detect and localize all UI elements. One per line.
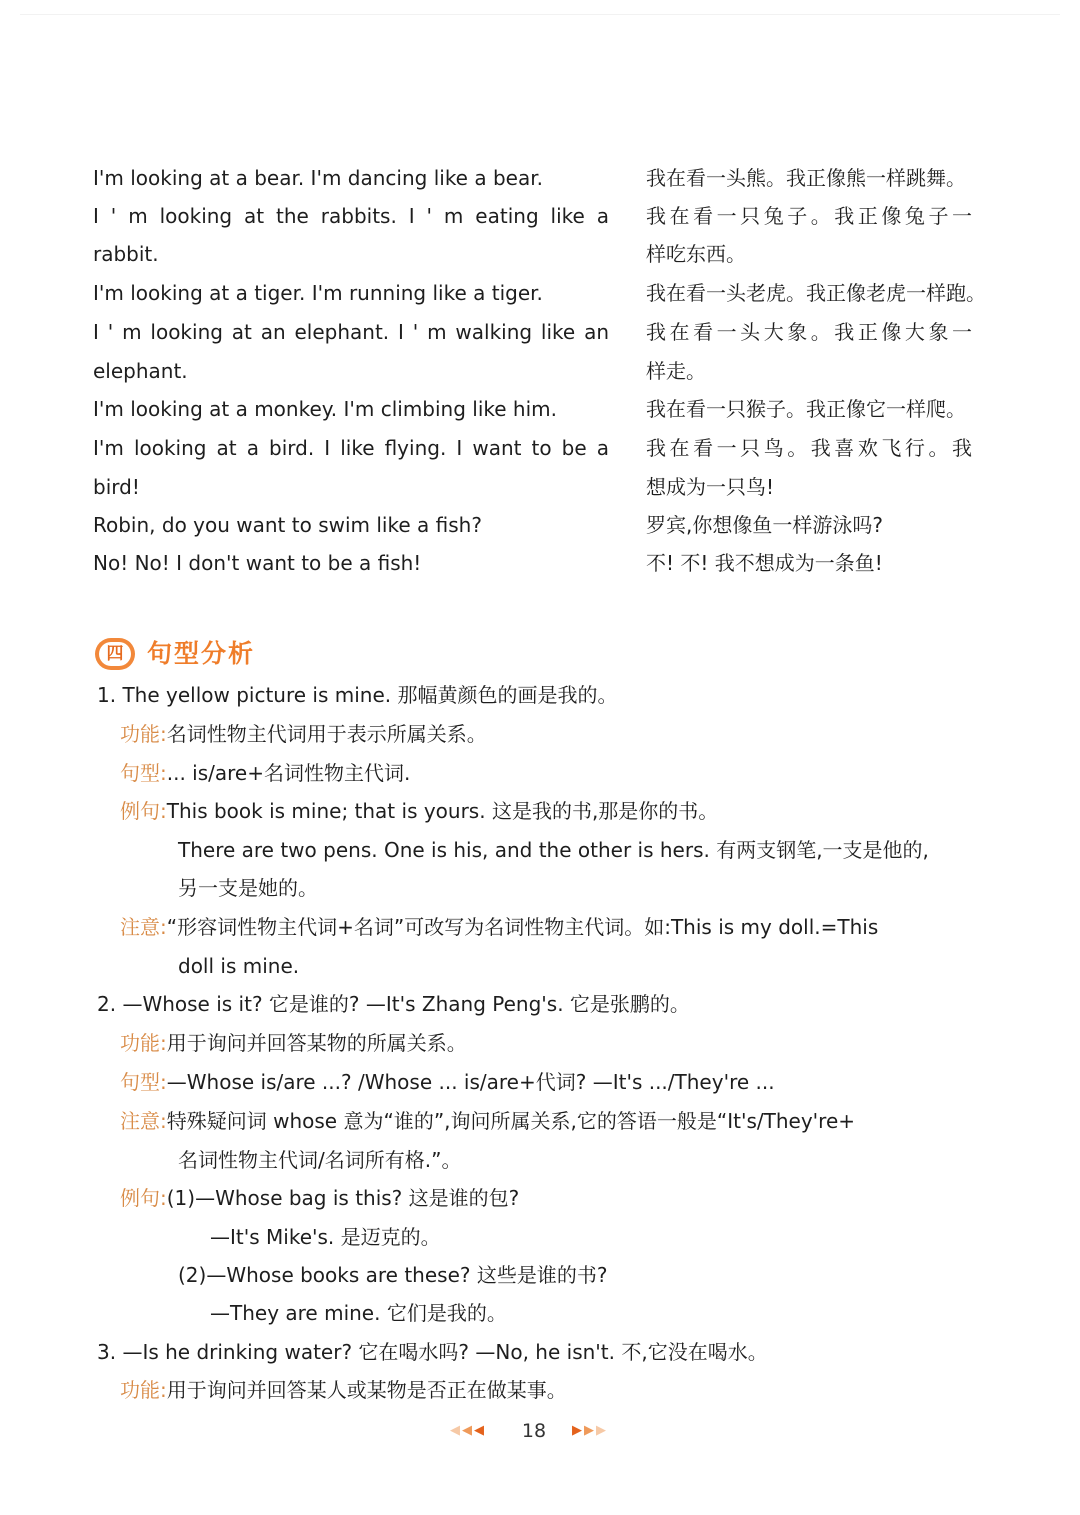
item-2-note-cont: 名词性物主代词/名词所有格.”。 <box>178 1148 462 1172</box>
passage-row <box>0 390 1080 428</box>
item-2-pattern <box>120 1063 775 1101</box>
example-label: 例句: <box>120 1186 167 1210</box>
note-label: 注意: <box>120 915 167 939</box>
passage-zh: 样走。 <box>646 359 706 383</box>
passage-en: elephant. <box>93 359 188 383</box>
item-1-example <box>120 792 718 830</box>
passage-row <box>0 468 1080 506</box>
example-label: 例句: <box>120 799 167 823</box>
item-2-example-1-answer: —It's Mike's. 是迈克的。 <box>210 1225 441 1249</box>
section-badge-number: 四 <box>99 642 131 666</box>
passage-row <box>0 159 1080 197</box>
passage-en: I ' m looking at an elephant. I ' m walking like an <box>93 320 609 344</box>
passage-zh: 罗宾,你想像鱼一样游泳吗? <box>646 513 883 537</box>
passage-zh: 我在看一头老虎。我正像老虎一样跑。 <box>646 281 986 305</box>
passage-en: I'm looking at a tiger. I'm running like a tiger. <box>93 281 543 305</box>
example-text: (1)—Whose bag is this? 这是谁的包? <box>166 1186 520 1210</box>
passage-row <box>0 235 1080 273</box>
note-label: 注意: <box>120 1109 167 1133</box>
item-1-example-2: There are two pens. One is his, and the other is hers. 有两支钢笔,一支是他的, <box>178 838 929 862</box>
passage-zh: 我在看一头熊。我正像熊一样跳舞。 <box>646 166 966 190</box>
passage-zh: 想成为一只鸟! <box>646 475 775 499</box>
item-1-note <box>120 908 878 946</box>
passage-en: No! No! I don't want to be a fish! <box>93 551 422 575</box>
pattern-text: ... is/are+名词性物主代词. <box>166 761 411 785</box>
note-text: “形容词性物主代词+名词”可改写为名词性物主代词。如:This is my doll.=This <box>166 915 879 939</box>
passage-row <box>0 544 1080 582</box>
page-footer <box>0 1414 1080 1448</box>
passage-zh: 样吃东西。 <box>646 242 746 266</box>
passage-en: bird! <box>93 475 140 499</box>
page-number: 18 <box>521 1420 547 1442</box>
passage-en: I'm looking at a monkey. I'm climbing like him. <box>93 397 557 421</box>
function-label: 功能: <box>120 1378 167 1402</box>
passage-zh: 我在看一头大象。我正像大象一 <box>646 320 972 344</box>
passage-row <box>0 313 1080 351</box>
item-1-pattern <box>120 754 410 792</box>
item-1-title: 1. The yellow picture is mine. 那幅黄颜色的画是我的。 <box>97 683 618 707</box>
item-1-function <box>120 715 487 753</box>
passage-en: Robin, do you want to swim like a fish? <box>93 513 482 537</box>
passage-zh: 我在看一只兔子。我正像兔子一 <box>646 204 972 228</box>
item-3-function <box>120 1371 567 1409</box>
function-text: 用于询问并回答某人或某物是否正在做某事。 <box>166 1378 567 1402</box>
item-2-example-2-answer: —They are mine. 它们是我的。 <box>210 1301 507 1325</box>
function-label: 功能: <box>120 722 167 746</box>
pattern-text: —Whose is/are ...? /Whose ... is/are+代词? —It's .../They're ... <box>166 1070 775 1094</box>
item-2-example-2: (2)—Whose books are these? 这些是谁的书? <box>178 1263 608 1287</box>
top-border <box>20 14 1060 15</box>
pattern-label: 句型: <box>120 761 167 785</box>
item-2-example-1 <box>120 1179 519 1217</box>
note-text: 特殊疑问词 whose 意为“谁的”,询问所属关系,它的答语一般是“It's/They're+ <box>166 1109 856 1133</box>
passage-zh: 不! 不! 我不想成为一条鱼! <box>646 551 883 575</box>
passage-en: I'm looking at a bird. I like flying. I want to be a <box>93 436 609 460</box>
example-text: This book is mine; that is yours. 这是我的书,那是你的书。 <box>166 799 719 823</box>
item-2-function <box>120 1024 467 1062</box>
section-badge <box>95 638 135 670</box>
passage-zh: 我在看一只猴子。我正像它一样爬。 <box>646 397 966 421</box>
item-1-example-2-cont: 另一支是她的。 <box>178 876 318 900</box>
item-1-note-cont: doll is mine. <box>178 954 300 978</box>
passage-row <box>0 429 1080 467</box>
item-3-title: 3. —Is he drinking water? 它在喝水吗? —No, he isn't. 不,它没在喝水。 <box>97 1340 768 1364</box>
left-arrows-icon: ◀◀◀ <box>450 1423 486 1438</box>
passage-row <box>0 274 1080 312</box>
function-label: 功能: <box>120 1031 167 1055</box>
passage-row <box>0 352 1080 390</box>
passage-row <box>0 197 1080 235</box>
section-title: 句型分析 <box>147 639 256 668</box>
item-2-title: 2. —Whose is it? 它是谁的? —It's Zhang Peng's. 它是张鹏的。 <box>97 992 690 1016</box>
passage-en: I ' m looking at the rabbits. I ' m eating like a <box>93 204 609 228</box>
function-text: 用于询问并回答某物的所属关系。 <box>166 1031 467 1055</box>
passage-en: rabbit. <box>93 242 159 266</box>
passage-zh: 我在看一只鸟。我喜欢飞行。我 <box>646 436 972 460</box>
right-arrows-icon: ▶▶▶ <box>572 1423 608 1438</box>
passage-en: I'm looking at a bear. I'm dancing like a bear. <box>93 166 543 190</box>
pattern-label: 句型: <box>120 1070 167 1094</box>
function-text: 名词性物主代词用于表示所属关系。 <box>166 722 487 746</box>
passage-row <box>0 506 1080 544</box>
item-2-note <box>120 1102 855 1140</box>
